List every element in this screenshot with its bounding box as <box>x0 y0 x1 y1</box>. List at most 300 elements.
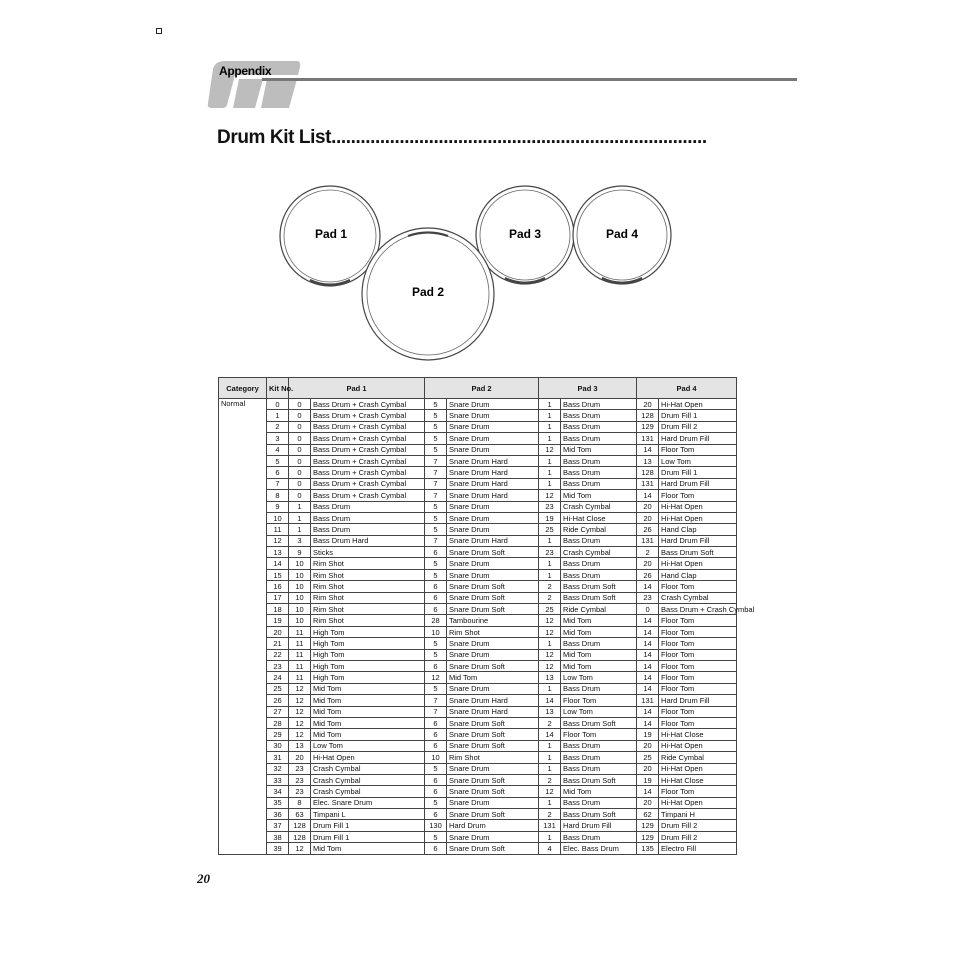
pad4-name-cell: Hard Drum Fill <box>659 535 737 546</box>
pad-2-label: Pad 2 <box>412 285 445 299</box>
pad2-name-cell: Snare Drum <box>447 501 539 512</box>
pad2-no-cell: 5 <box>425 421 447 432</box>
pad3-name-cell: Mid Tom <box>561 649 637 660</box>
pad1-no-cell: 0 <box>289 399 311 410</box>
pad1-no-cell: 12 <box>289 706 311 717</box>
pad4-name-cell: Hard Drum Fill <box>659 478 737 489</box>
table-row <box>219 512 737 523</box>
pad2-name-cell: Snare Drum <box>447 444 539 455</box>
pad2-no-cell: 5 <box>425 558 447 569</box>
pad3-no-cell: 1 <box>539 535 561 546</box>
pad2-name-cell: Snare Drum <box>447 399 539 410</box>
pad4-name-cell: Floor Tom <box>659 490 737 501</box>
kit-no-cell: 27 <box>267 706 289 717</box>
kit-no-cell: 24 <box>267 672 289 683</box>
pad3-name-cell: Bass Drum <box>561 638 637 649</box>
pad4-name-cell: Floor Tom <box>659 683 737 694</box>
pad4-no-cell: 2 <box>637 547 659 558</box>
pad2-no-cell: 7 <box>425 455 447 466</box>
pad4-name-cell: Floor Tom <box>659 638 737 649</box>
pad3-name-cell: Mid Tom <box>561 660 637 671</box>
pad4-no-cell: 20 <box>637 797 659 808</box>
kit-no-cell: 33 <box>267 774 289 785</box>
pad2-no-cell: 7 <box>425 535 447 546</box>
pad1-name-cell: Bass Drum <box>311 512 425 523</box>
pad1-name-cell: Bass Drum + Crash Cymbal <box>311 421 425 432</box>
pad2-name-cell: Snare Drum <box>447 558 539 569</box>
pad2-name-cell: Snare Drum <box>447 649 539 660</box>
pad3-name-cell: Bass Drum <box>561 478 637 489</box>
pad2-name-cell: Snare Drum <box>447 421 539 432</box>
pad1-name-cell: High Tom <box>311 672 425 683</box>
pad2-name-cell: Rim Shot <box>447 752 539 763</box>
pad1-no-cell: 11 <box>289 626 311 637</box>
pad3-name-cell: Mid Tom <box>561 626 637 637</box>
pad3-name-cell: Mid Tom <box>561 444 637 455</box>
pad-3-label: Pad 3 <box>509 227 542 241</box>
pad4-no-cell: 14 <box>637 672 659 683</box>
pad1-name-cell: Bass Drum Hard <box>311 535 425 546</box>
pad3-no-cell: 23 <box>539 501 561 512</box>
pad2-no-cell: 5 <box>425 410 447 421</box>
pad4-no-cell: 20 <box>637 558 659 569</box>
pad1-no-cell: 128 <box>289 820 311 831</box>
table-row <box>219 683 737 694</box>
pad3-name-cell: Bass Drum Soft <box>561 774 637 785</box>
table-row <box>219 763 737 774</box>
pad2-name-cell: Snare Drum <box>447 638 539 649</box>
pad1-name-cell: High Tom <box>311 626 425 637</box>
pad4-name-cell: Floor Tom <box>659 615 737 626</box>
kit-no-cell: 31 <box>267 752 289 763</box>
pad1-no-cell: 11 <box>289 649 311 660</box>
pad3-name-cell: Floor Tom <box>561 729 637 740</box>
pad1-name-cell: Bass Drum + Crash Cymbal <box>311 399 425 410</box>
pad3-no-cell: 12 <box>539 626 561 637</box>
pad2-no-cell: 6 <box>425 809 447 820</box>
kit-no-cell: 18 <box>267 604 289 615</box>
pad4-no-cell: 14 <box>637 683 659 694</box>
pad2-no-cell: 7 <box>425 695 447 706</box>
pad3-name-cell: Mid Tom <box>561 615 637 626</box>
table-row <box>219 478 737 489</box>
pad3-name-cell: Bass Drum <box>561 535 637 546</box>
kit-no-cell: 39 <box>267 843 289 854</box>
pad-1-drum <box>280 186 380 286</box>
pad3-name-cell: Bass Drum <box>561 740 637 751</box>
pad1-name-cell: Bass Drum + Crash Cymbal <box>311 444 425 455</box>
pad1-name-cell: Mid Tom <box>311 729 425 740</box>
pad4-no-cell: 131 <box>637 433 659 444</box>
pad1-no-cell: 0 <box>289 478 311 489</box>
pad2-no-cell: 6 <box>425 729 447 740</box>
pad1-no-cell: 0 <box>289 490 311 501</box>
pad2-name-cell: Snare Drum Soft <box>447 740 539 751</box>
pad2-no-cell: 6 <box>425 581 447 592</box>
pad3-name-cell: Bass Drum <box>561 569 637 580</box>
pad-4-label: Pad 4 <box>606 227 639 241</box>
pad3-name-cell: Bass Drum <box>561 421 637 432</box>
pad4-name-cell: Ride Cymbal <box>659 752 737 763</box>
pad4-name-cell: Drum Fill 2 <box>659 421 737 432</box>
pad3-no-cell: 4 <box>539 843 561 854</box>
pad2-no-cell: 10 <box>425 626 447 637</box>
pad3-no-cell: 1 <box>539 410 561 421</box>
pad4-name-cell: Hi-Hat Open <box>659 399 737 410</box>
kit-no-cell: 9 <box>267 501 289 512</box>
pad1-name-cell: Low Tom <box>311 740 425 751</box>
kit-no-cell: 30 <box>267 740 289 751</box>
kit-no-cell: 1 <box>267 410 289 421</box>
pad2-no-cell: 6 <box>425 660 447 671</box>
header-kit-no: Kit No. <box>267 378 289 399</box>
pad1-name-cell: Mid Tom <box>311 695 425 706</box>
pad1-no-cell: 23 <box>289 774 311 785</box>
pad4-no-cell: 128 <box>637 410 659 421</box>
pad2-no-cell: 7 <box>425 490 447 501</box>
pad1-name-cell: Bass Drum + Crash Cymbal <box>311 433 425 444</box>
pad1-name-cell: Bass Drum <box>311 524 425 535</box>
pad4-name-cell: Floor Tom <box>659 581 737 592</box>
pad1-name-cell: Mid Tom <box>311 706 425 717</box>
pad3-no-cell: 131 <box>539 820 561 831</box>
pad3-name-cell: Hi-Hat Close <box>561 512 637 523</box>
pad1-no-cell: 0 <box>289 444 311 455</box>
drum-kit-table <box>218 377 755 855</box>
pad2-name-cell: Snare Drum Hard <box>447 455 539 466</box>
pad2-name-cell: Snare Drum <box>447 410 539 421</box>
table-row <box>219 626 737 637</box>
pad4-name-cell: Timpani H <box>659 809 737 820</box>
kit-no-cell: 13 <box>267 547 289 558</box>
table-row <box>219 660 737 671</box>
pad1-no-cell: 11 <box>289 660 311 671</box>
pad3-name-cell: Crash Cymbal <box>561 547 637 558</box>
pad1-name-cell: Mid Tom <box>311 717 425 728</box>
kit-no-cell: 5 <box>267 455 289 466</box>
pad2-no-cell: 6 <box>425 786 447 797</box>
pad1-no-cell: 0 <box>289 455 311 466</box>
kit-no-cell: 4 <box>267 444 289 455</box>
table-row <box>219 774 737 785</box>
table-row <box>219 729 737 740</box>
pad3-no-cell: 12 <box>539 615 561 626</box>
kit-no-cell: 35 <box>267 797 289 808</box>
pad4-no-cell: 131 <box>637 478 659 489</box>
pad2-no-cell: 6 <box>425 774 447 785</box>
table-row <box>219 592 737 603</box>
pad1-no-cell: 12 <box>289 843 311 854</box>
pad4-no-cell: 131 <box>637 695 659 706</box>
pad3-no-cell: 1 <box>539 740 561 751</box>
pad3-no-cell: 1 <box>539 638 561 649</box>
pad4-name-cell: Hard Drum Fill <box>659 433 737 444</box>
table-row <box>219 433 737 444</box>
kit-no-cell: 20 <box>267 626 289 637</box>
pad2-no-cell: 7 <box>425 478 447 489</box>
pad1-no-cell: 63 <box>289 809 311 820</box>
pad2-no-cell: 6 <box>425 740 447 751</box>
pad3-name-cell: Mid Tom <box>561 490 637 501</box>
pad1-name-cell: Crash Cymbal <box>311 786 425 797</box>
pad1-no-cell: 10 <box>289 615 311 626</box>
pad3-name-cell: Floor Tom <box>561 695 637 706</box>
pad2-no-cell: 5 <box>425 797 447 808</box>
kit-no-cell: 7 <box>267 478 289 489</box>
table-row <box>219 717 737 728</box>
pad1-no-cell: 23 <box>289 786 311 797</box>
pad2-no-cell: 5 <box>425 399 447 410</box>
header-pad-1: Pad 1 <box>289 378 425 399</box>
pad2-no-cell: 5 <box>425 433 447 444</box>
pad2-name-cell: Snare Drum Soft <box>447 547 539 558</box>
pad4-no-cell: 62 <box>637 809 659 820</box>
pad4-name-cell: Floor Tom <box>659 717 737 728</box>
pad3-no-cell: 13 <box>539 672 561 683</box>
kit-no-cell: 19 <box>267 615 289 626</box>
pad4-no-cell: 128 <box>637 467 659 478</box>
pad4-name-cell: Floor Tom <box>659 626 737 637</box>
kit-no-cell: 17 <box>267 592 289 603</box>
kit-no-cell: 0 <box>267 399 289 410</box>
pad4-name-cell: Bass Drum Soft <box>659 547 737 558</box>
pad2-no-cell: 5 <box>425 638 447 649</box>
kit-no-cell: 38 <box>267 831 289 842</box>
pad4-no-cell: 19 <box>637 729 659 740</box>
pad2-name-cell: Snare Drum <box>447 524 539 535</box>
pad3-name-cell: Bass Drum Soft <box>561 717 637 728</box>
pad3-no-cell: 1 <box>539 478 561 489</box>
pad4-name-cell: Hi-Hat Open <box>659 512 737 523</box>
pad3-no-cell: 1 <box>539 467 561 478</box>
pad1-name-cell: Hi-Hat Open <box>311 752 425 763</box>
pad4-name-cell: Hi-Hat Open <box>659 797 737 808</box>
pad3-no-cell: 25 <box>539 524 561 535</box>
pad4-no-cell: 14 <box>637 638 659 649</box>
header-pad-4: Pad 4 <box>637 378 737 399</box>
table-row <box>219 410 737 421</box>
pad2-no-cell: 28 <box>425 615 447 626</box>
table-row <box>219 740 737 751</box>
pad1-no-cell: 0 <box>289 467 311 478</box>
pad4-no-cell: 129 <box>637 831 659 842</box>
pad3-no-cell: 2 <box>539 717 561 728</box>
pad-4-drum <box>573 186 671 284</box>
pad1-name-cell: Rim Shot <box>311 569 425 580</box>
pad2-name-cell: Snare Drum Soft <box>447 843 539 854</box>
kit-no-cell: 26 <box>267 695 289 706</box>
category-cell: Normal <box>219 399 267 855</box>
pad2-name-cell: Snare Drum Soft <box>447 717 539 728</box>
pad4-name-cell: Hard Drum Fill <box>659 695 737 706</box>
kit-no-cell: 37 <box>267 820 289 831</box>
pad3-no-cell: 25 <box>539 604 561 615</box>
pad4-name-cell: Drum Fill 1 <box>659 467 737 478</box>
kit-no-cell: 10 <box>267 512 289 523</box>
table-row <box>219 444 737 455</box>
pad3-no-cell: 2 <box>539 592 561 603</box>
pad-1-label: Pad 1 <box>315 227 348 241</box>
pad1-no-cell: 10 <box>289 569 311 580</box>
pad2-name-cell: Snare Drum <box>447 569 539 580</box>
pad1-name-cell: Sticks <box>311 547 425 558</box>
table-row <box>219 797 737 808</box>
pad1-name-cell: Rim Shot <box>311 558 425 569</box>
pad1-name-cell: Mid Tom <box>311 843 425 854</box>
kit-no-cell: 21 <box>267 638 289 649</box>
kit-no-cell: 3 <box>267 433 289 444</box>
pad1-no-cell: 128 <box>289 831 311 842</box>
pad4-no-cell: 20 <box>637 763 659 774</box>
table-row <box>219 558 737 569</box>
pad2-name-cell: Snare Drum <box>447 763 539 774</box>
pad4-no-cell: 14 <box>637 786 659 797</box>
pad2-name-cell: Snare Drum Hard <box>447 490 539 501</box>
pad4-no-cell: 14 <box>637 444 659 455</box>
table-row <box>219 831 737 842</box>
pad1-no-cell: 10 <box>289 581 311 592</box>
pad2-name-cell: Snare Drum Soft <box>447 660 539 671</box>
pad1-no-cell: 1 <box>289 501 311 512</box>
pad4-no-cell: 26 <box>637 569 659 580</box>
pad4-no-cell: 129 <box>637 421 659 432</box>
pad2-name-cell: Snare Drum <box>447 683 539 694</box>
crop-mark <box>156 28 162 34</box>
table-row <box>219 581 737 592</box>
pad2-name-cell: Tambourine <box>447 615 539 626</box>
pad4-no-cell: 20 <box>637 512 659 523</box>
pad-3-drum <box>476 186 574 284</box>
pad1-no-cell: 12 <box>289 683 311 694</box>
pad3-no-cell: 14 <box>539 695 561 706</box>
pad2-name-cell: Snare Drum <box>447 512 539 523</box>
table-row <box>219 615 737 626</box>
pad1-name-cell: Bass Drum + Crash Cymbal <box>311 410 425 421</box>
pad3-no-cell: 1 <box>539 752 561 763</box>
kit-no-cell: 36 <box>267 809 289 820</box>
header-pad-2: Pad 2 <box>425 378 539 399</box>
pad2-no-cell: 7 <box>425 706 447 717</box>
pad1-name-cell: Drum Fill 1 <box>311 820 425 831</box>
pad4-name-cell: Floor Tom <box>659 660 737 671</box>
pad3-name-cell: Bass Drum <box>561 752 637 763</box>
pad3-no-cell: 1 <box>539 433 561 444</box>
pad2-no-cell: 6 <box>425 717 447 728</box>
table-row <box>219 638 737 649</box>
pad2-name-cell: Snare Drum Soft <box>447 809 539 820</box>
pad4-name-cell: Bass Drum + Crash Cymbal <box>659 604 737 615</box>
pad3-name-cell: Bass Drum <box>561 831 637 842</box>
kit-no-cell: 28 <box>267 717 289 728</box>
kit-no-cell: 8 <box>267 490 289 501</box>
pad3-name-cell: Crash Cymbal <box>561 501 637 512</box>
table-row <box>219 820 737 831</box>
kit-no-cell: 2 <box>267 421 289 432</box>
pad2-name-cell: Snare Drum Hard <box>447 467 539 478</box>
table-row <box>219 535 737 546</box>
pad2-no-cell: 6 <box>425 604 447 615</box>
kit-no-cell: 11 <box>267 524 289 535</box>
kit-no-cell: 6 <box>267 467 289 478</box>
pad3-no-cell: 12 <box>539 786 561 797</box>
header-pad-3: Pad 3 <box>539 378 637 399</box>
pad4-name-cell: Floor Tom <box>659 786 737 797</box>
pad3-name-cell: Bass Drum <box>561 763 637 774</box>
pad3-name-cell: Hard Drum Fill <box>561 820 637 831</box>
pad3-no-cell: 12 <box>539 444 561 455</box>
pad1-no-cell: 12 <box>289 695 311 706</box>
kit-no-cell: 32 <box>267 763 289 774</box>
pad1-no-cell: 23 <box>289 763 311 774</box>
page-number: 20 <box>197 871 210 886</box>
pad1-no-cell: 12 <box>289 717 311 728</box>
pad3-name-cell: Bass Drum <box>561 467 637 478</box>
pad4-name-cell: Crash Cymbal <box>659 592 737 603</box>
pad3-no-cell: 1 <box>539 569 561 580</box>
pad1-no-cell: 11 <box>289 638 311 649</box>
pad2-name-cell: Snare Drum <box>447 797 539 808</box>
pad3-no-cell: 1 <box>539 421 561 432</box>
pad3-name-cell: Bass Drum <box>561 433 637 444</box>
pad4-name-cell: Hi-Hat Open <box>659 763 737 774</box>
pad2-name-cell: Snare Drum Soft <box>447 581 539 592</box>
table-header-row <box>219 378 737 399</box>
table-row <box>219 467 737 478</box>
pad3-no-cell: 2 <box>539 809 561 820</box>
pad1-name-cell: Rim Shot <box>311 615 425 626</box>
pad1-no-cell: 1 <box>289 524 311 535</box>
kit-no-cell: 29 <box>267 729 289 740</box>
pad2-no-cell: 10 <box>425 752 447 763</box>
pad2-no-cell: 6 <box>425 843 447 854</box>
header-category: Category <box>219 378 267 399</box>
pad4-name-cell: Hi-Hat Open <box>659 740 737 751</box>
kit-no-cell: 15 <box>267 569 289 580</box>
pad4-name-cell: Hand Clap <box>659 524 737 535</box>
pad3-no-cell: 12 <box>539 490 561 501</box>
pad4-no-cell: 14 <box>637 581 659 592</box>
pad2-no-cell: 5 <box>425 569 447 580</box>
table-row <box>219 672 737 683</box>
pad3-name-cell: Bass Drum <box>561 558 637 569</box>
pad2-name-cell: Snare Drum Soft <box>447 592 539 603</box>
pad4-name-cell: Hand Clap <box>659 569 737 580</box>
pad1-name-cell: Bass Drum + Crash Cymbal <box>311 455 425 466</box>
pad1-no-cell: 10 <box>289 604 311 615</box>
pad3-no-cell: 2 <box>539 581 561 592</box>
pad2-no-cell: 5 <box>425 683 447 694</box>
pad4-no-cell: 131 <box>637 535 659 546</box>
pad2-name-cell: Mid Tom <box>447 672 539 683</box>
pad1-name-cell: Drum Fill 1 <box>311 831 425 842</box>
pad4-no-cell: 26 <box>637 524 659 535</box>
kit-no-cell: 14 <box>267 558 289 569</box>
pad1-no-cell: 1 <box>289 512 311 523</box>
pad3-no-cell: 1 <box>539 558 561 569</box>
pad1-name-cell: High Tom <box>311 649 425 660</box>
pad2-no-cell: 7 <box>425 467 447 478</box>
pad1-name-cell: Mid Tom <box>311 683 425 694</box>
pad2-no-cell: 5 <box>425 649 447 660</box>
pad2-no-cell: 130 <box>425 820 447 831</box>
table-row <box>219 524 737 535</box>
pad1-no-cell: 8 <box>289 797 311 808</box>
pad1-name-cell: Elec. Snare Drum <box>311 797 425 808</box>
pad3-no-cell: 12 <box>539 660 561 671</box>
pad1-no-cell: 20 <box>289 752 311 763</box>
pad4-no-cell: 13 <box>637 455 659 466</box>
pad2-name-cell: Snare Drum Hard <box>447 695 539 706</box>
